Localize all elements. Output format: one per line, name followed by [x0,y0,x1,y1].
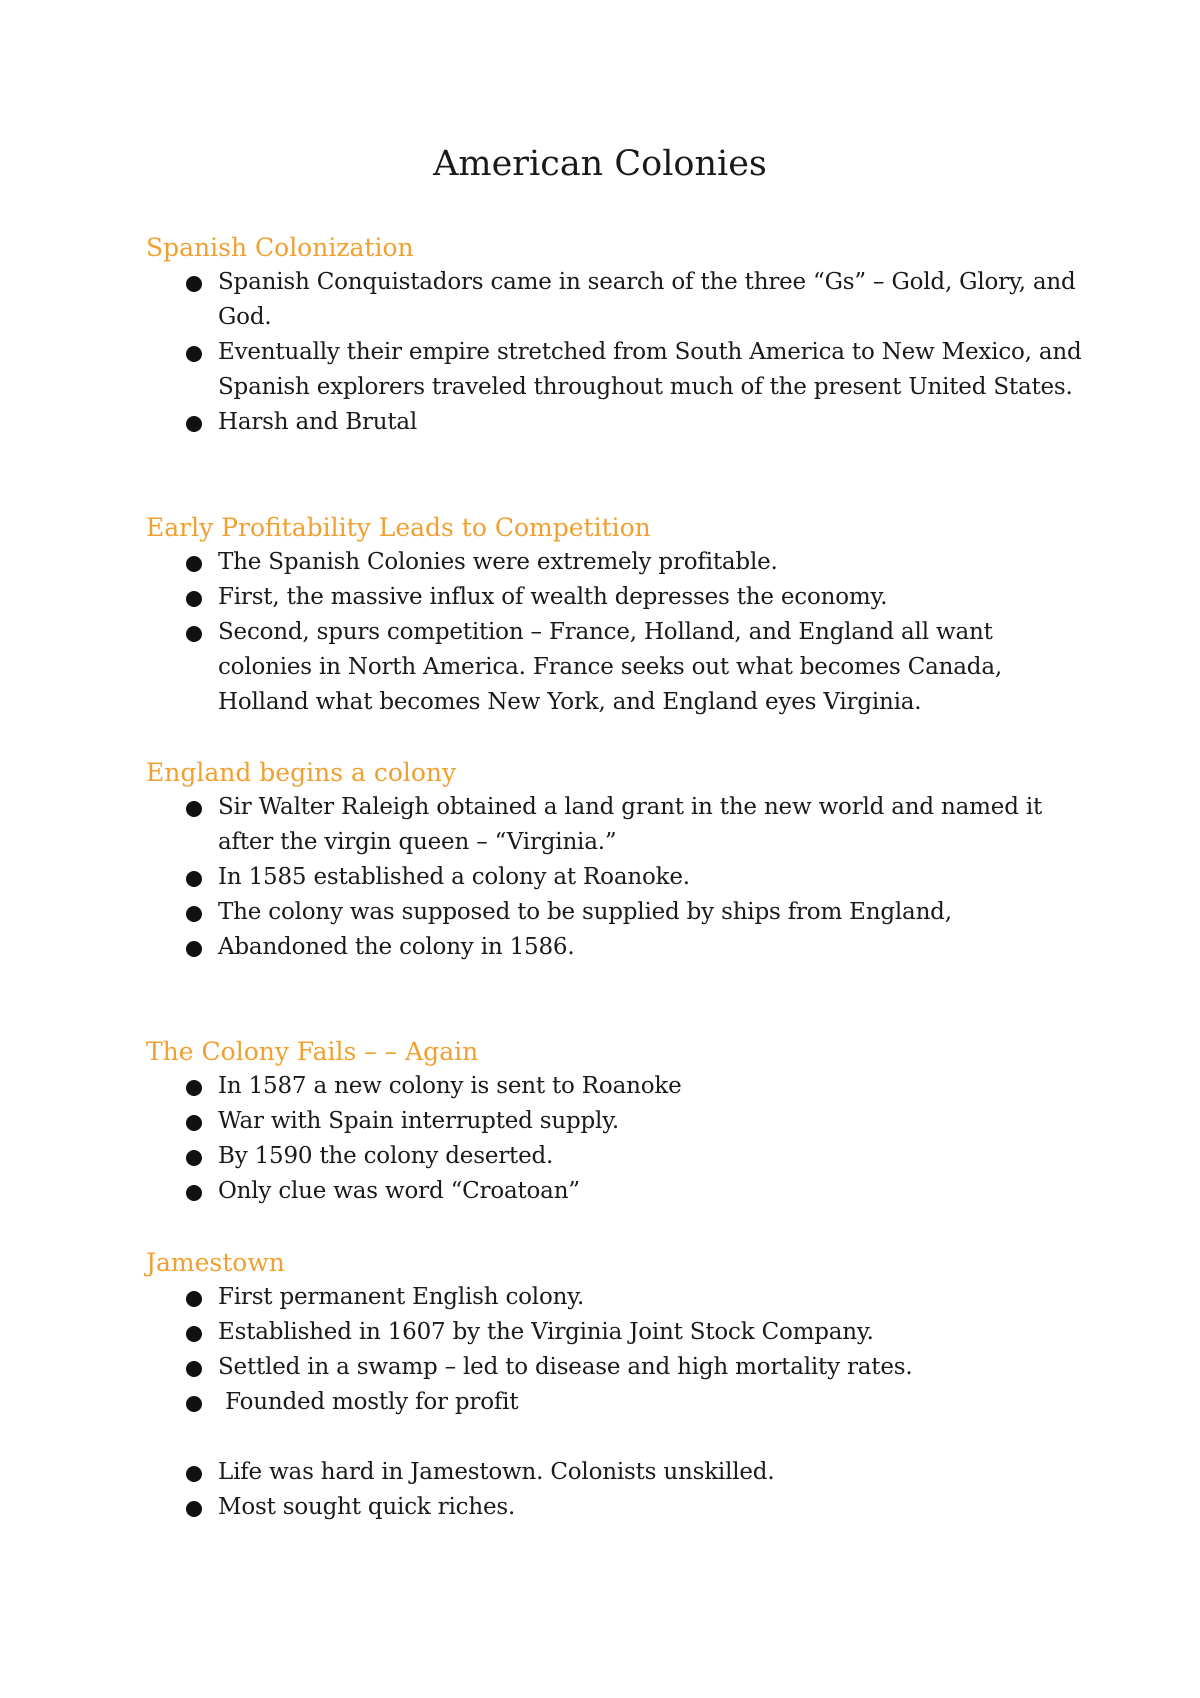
bullet-icon [186,1291,202,1307]
list-item-text: Life was hard in Jamestown. Colonists unskilled. [218,1459,775,1485]
bullet-list [146,1069,1086,1209]
list-item-text: The colony was supposed to be supplied by ships from England, [218,899,952,925]
list-item [146,930,1086,965]
bullet-icon [186,1501,202,1517]
list-item-text: Abandoned the colony in 1586. [218,934,575,960]
section-spanish-colonization [146,230,1086,440]
list-item [146,405,1086,440]
list-item [146,1385,1086,1420]
section-heading: England begins a colony [146,758,457,787]
list-item-text: Only clue was word “Croatoan” [218,1178,580,1204]
bullet-icon [186,1466,202,1482]
list-item [146,860,1086,895]
list-item-text: Harsh and Brutal [218,409,418,435]
bullet-icon [186,591,202,607]
list-item-text: Established in 1607 by the Virginia Joint Stock Company. [218,1319,874,1345]
list-item-text: In 1585 established a colony at Roanoke. [218,864,690,890]
list-item [146,265,1086,335]
list-item [146,1315,1086,1350]
bullet-icon [186,416,202,432]
section-heading: Early Profitability Leads to Competition [146,513,651,542]
list-item-text: Settled in a swamp – led to disease and high mortality rates. [218,1354,913,1380]
bullet-icon [186,1080,202,1096]
page-title: American Colonies [433,144,767,184]
bullet-list [146,790,1086,965]
section-england-colony [146,755,1086,965]
bullet-icon [186,906,202,922]
list-item [146,1104,1086,1139]
list-item-text: War with Spain interrupted supply. [218,1108,620,1134]
bullet-icon [186,1326,202,1342]
list-item [146,335,1086,405]
bullet-icon [186,801,202,817]
section-heading: Spanish Colonization [146,233,414,262]
list-item [146,1455,1086,1490]
section-colony-fails [146,1034,1086,1209]
list-item-text: Eventually their empire stretched from South America to New Mexico, and Spanish explorers traveled throughout much of the present United States. [218,339,1082,400]
list-item-text: Second, spurs competition – France, Holland, and England all want colonies in North America. France seeks out what becomes Canada, Holland what becomes New York, and England eyes Virginia. [218,619,1002,715]
bullet-icon [186,626,202,642]
bullet-icon [186,871,202,887]
bullet-icon [186,346,202,362]
bullet-icon [186,941,202,957]
bullet-list [146,1280,1086,1525]
section-early-profitability [146,510,1086,720]
bullet-icon [186,1361,202,1377]
list-item-text: Founded mostly for profit [218,1389,519,1415]
list-item-text: First, the massive influx of wealth depresses the economy. [218,584,888,610]
bullet-list [146,265,1086,440]
list-item [146,1350,1086,1385]
list-item [146,580,1086,615]
list-item-text: Sir Walter Raleigh obtained a land grant in the new world and named it after the virgin queen – “Virginia.” [218,794,1043,855]
list-item [146,895,1086,930]
list-item-text: First permanent English colony. [218,1284,585,1310]
list-item-text: By 1590 the colony deserted. [218,1143,554,1169]
section-jamestown [146,1245,1086,1525]
list-item [146,1069,1086,1104]
bullet-icon [186,1396,202,1412]
list-item [146,790,1086,860]
bullet-icon [186,1185,202,1201]
bullet-icon [186,1150,202,1166]
list-item-text: Most sought quick riches. [218,1494,516,1520]
list-item-text: The Spanish Colonies were extremely profitable. [218,549,778,575]
section-heading: The Colony Fails – – Again [146,1037,479,1066]
list-item-text: In 1587 a new colony is sent to Roanoke [218,1073,682,1099]
bullet-icon [186,556,202,572]
bullet-icon [186,276,202,292]
list-item-text: Spanish Conquistadors came in search of the three “Gs” – Gold, Glory, and God. [218,269,1076,330]
list-item [146,1174,1086,1209]
list-item [146,1280,1086,1315]
section-heading: Jamestown [146,1248,285,1277]
list-item [146,545,1086,580]
list-item [146,1139,1086,1174]
bullet-icon [186,1115,202,1131]
bullet-list [146,545,1086,720]
list-item [146,615,1086,720]
list-item [146,1490,1086,1525]
